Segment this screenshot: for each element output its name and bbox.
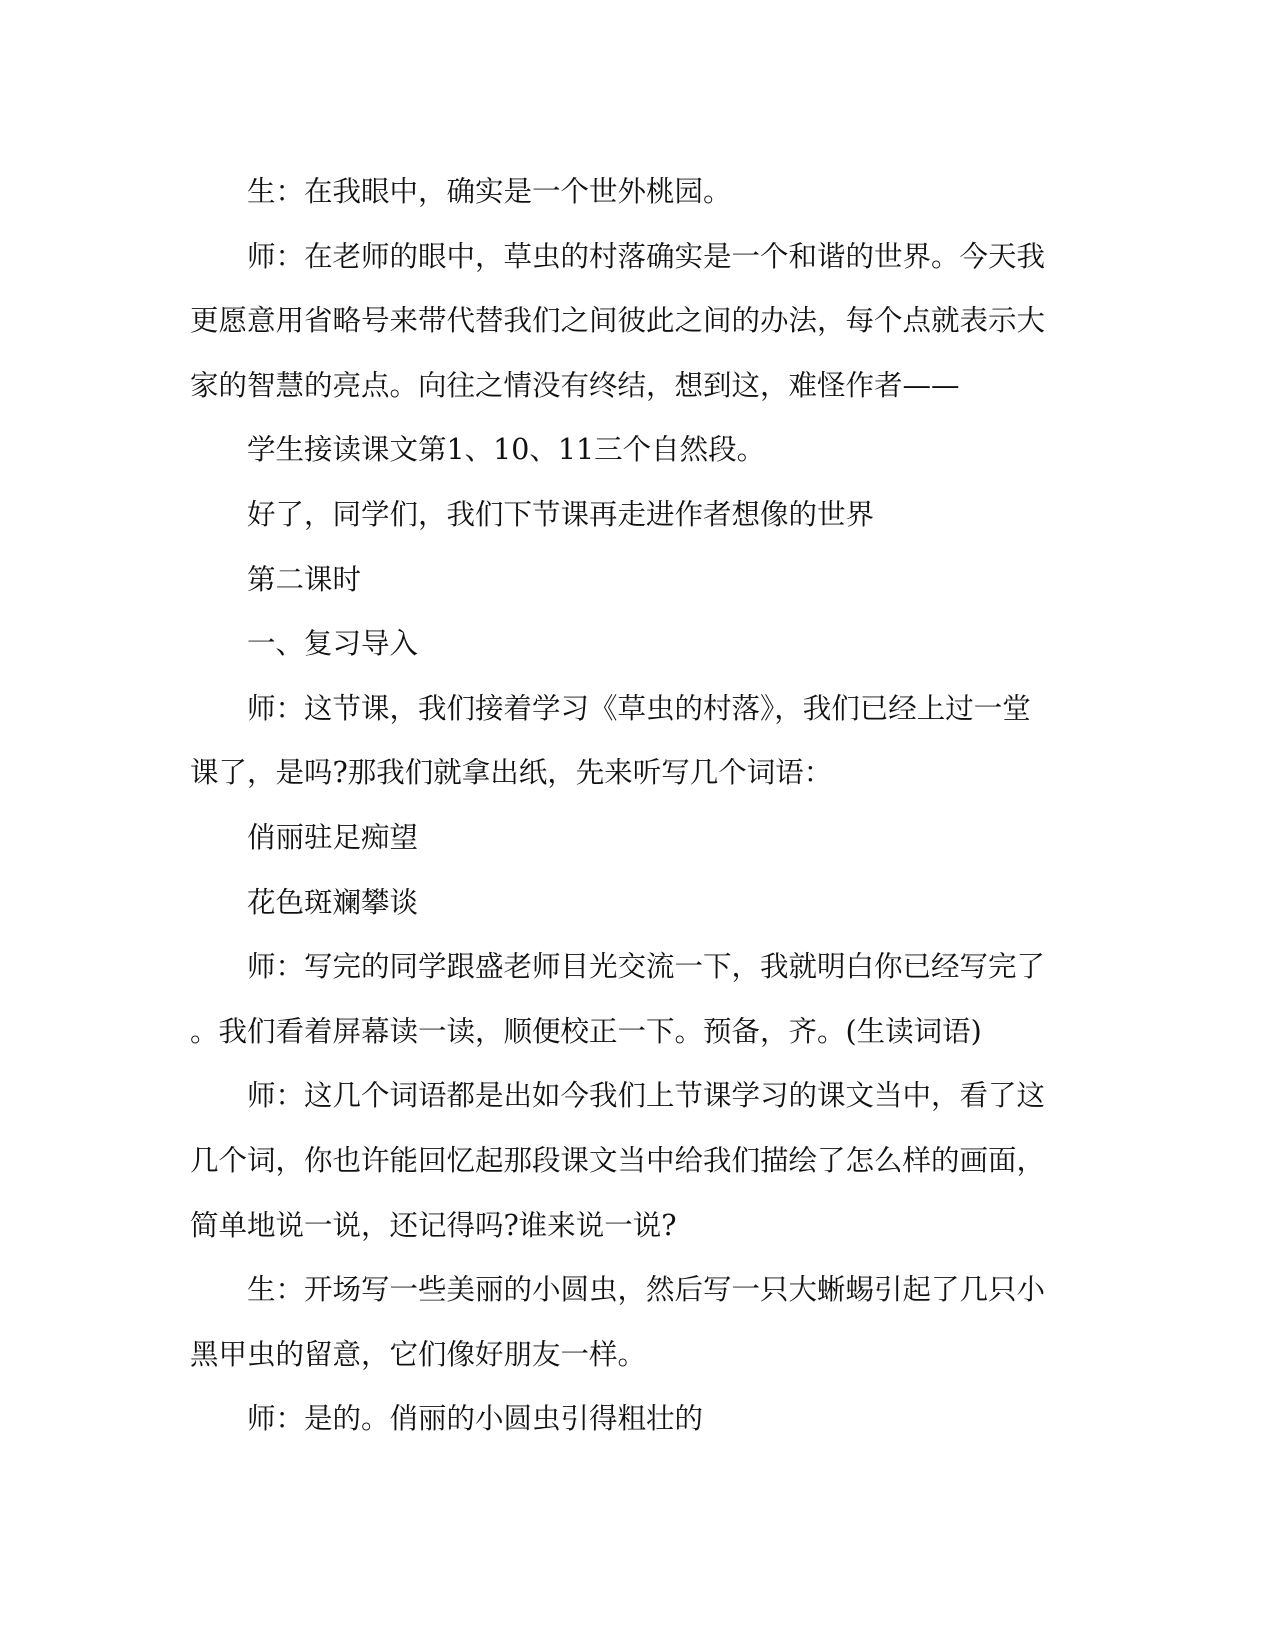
text-line: 几个词，你也许能回忆起那段课文当中给我们描绘了怎么样的画面， [190, 1143, 1046, 1177]
text-line: 简单地说一说，还记得吗?谁来说一说? [190, 1208, 677, 1242]
text-line: 家的智慧的亮点。向往之情没有终结，想到这，难怪作者—— [190, 368, 960, 402]
text-line: 师：是的。俏丽的小圆虫引得粗壮的 [247, 1402, 704, 1436]
vocabulary-line: 俏丽驻足痴望 [247, 820, 419, 854]
section-heading: 第二课时 [247, 562, 362, 596]
text-line: 黑甲虫的留意，它们像好朋友一样。 [190, 1337, 647, 1371]
text-line: 师：写完的同学跟盛老师目光交流一下，我就明白你已经写完了 [247, 950, 1046, 984]
document-body [190, 160, 1060, 1452]
text-line: 生：开场写一些美丽的小圆虫，然后写一只大蜥蜴引起了几只小 [247, 1273, 1046, 1307]
text-line: 师：在老师的眼中，草虫的村落确实是一个和谐的世界。今天我 [247, 239, 1046, 273]
text-line: 师：这几个词语都是出如今我们上节课学习的课文当中，看了这 [247, 1079, 1046, 1113]
text-line: 课了，是吗?那我们就拿出纸，先来听写几个词语： [190, 756, 833, 790]
vocabulary-line: 花色斑斓攀谈 [247, 885, 419, 919]
text-line: 学生接读课文第1、10、11三个自然段。 [247, 433, 766, 467]
subsection-heading: 一、复习导入 [247, 627, 419, 661]
text-line: 师：这节课，我们接着学习《草虫的村落》，我们已经上过一堂 [247, 691, 1031, 725]
text-line: 更愿意用省略号来带代替我们之间彼此之间的办法，每个点就表示大 [190, 304, 1046, 338]
text-line: 。我们看着屏幕读一读，顺便校正一下。预备，齐。(生读词语) [190, 1014, 982, 1048]
text-line: 好了，同学们，我们下节课再走进作者想像的世界 [247, 497, 875, 531]
text-line: 生：在我眼中，确实是一个世外桃园。 [247, 175, 732, 208]
